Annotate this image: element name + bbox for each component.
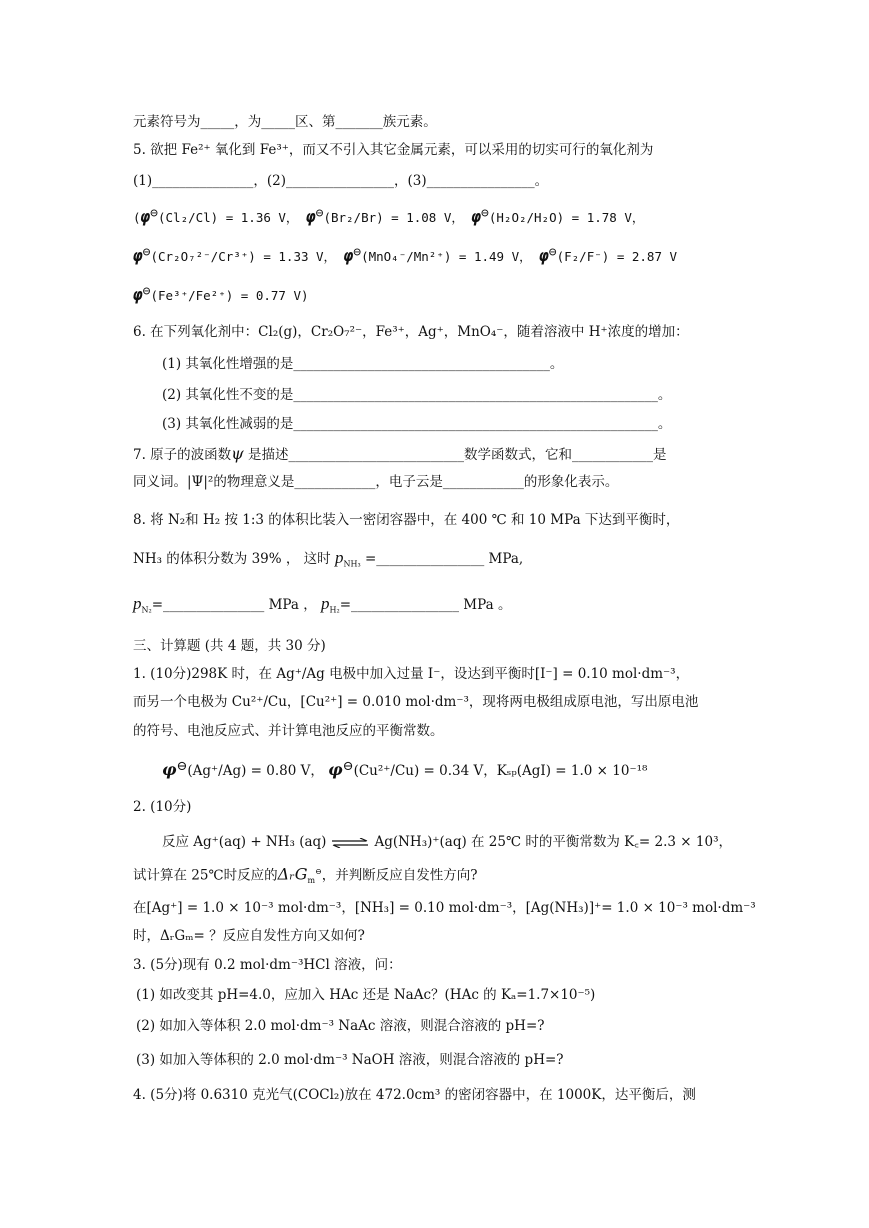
q4-tail-line: 元素符号为_____，为_____区、第_______族元素。 <box>133 114 437 130</box>
calc4-line1: 4. (5分)将 0.6310 克光气(COCl₂)放在 472.0cm³ 的密闭容器中，在 1000K，达平衡后，测 <box>133 1087 696 1103</box>
q5-potentials-row1: (φ⊖(Cl₂/Cl) = 1.36 V， φ⊖(Br₂/Br) = 1.08 V， φ⊖(H₂O₂/H₂O) = 1.78 V， <box>133 206 645 226</box>
calc1-line3: 的符号、电池反应式、并计算电池反应的平衡常数。 <box>133 723 444 739</box>
calc2-heading: 2. (10分) <box>133 799 192 815</box>
q7-line2: 同义词。|Ψ|²的物理意义是____________，电子云是____________的形象化表示。 <box>133 474 619 490</box>
q5-potentials-row2: φ⊖(Cr₂O₇²⁻/Cr³⁺) = 1.33 V， φ⊖(MnO₄⁻/Mn²⁺) = 1.49 V， φ⊖(F₂/F⁻) = 2.87 V <box>133 245 678 265</box>
calc3-part3: (3) 如加入等体积的 2.0 mol·dm⁻³ NaOH 溶液，则混合溶液的 pH=? <box>136 1052 564 1068</box>
equilibrium-arrows-icon <box>330 838 370 848</box>
q6-text: 6. 在下列氧化剂中：Cl₂(g)，Cr₂O₇²⁻，Fe³⁺，Ag⁺，MnO₄⁻，随着溶液中 H⁺浓度的增加： <box>133 324 689 340</box>
calc2-conditions: 在[Ag⁺] = 1.0 × 10⁻³ mol·dm⁻³，[NH₃] = 0.10 mol·dm⁻³，[Ag(NH₃)]⁺= 1.0 × 10⁻³ mol·dm⁻³ <box>133 900 756 916</box>
q7-line1: 7. 原子的波函数ψ 是描述__________________________数学函数式，它和____________是 <box>133 444 667 463</box>
q8-line3: $p_{N_2}=\_\_\_\_\_\_\_\_\_\_\_\_\_\_\_$ MPa ， $p_{H_2}=\_\_\_\_\_\_\_\_\_\_\_\_\_\_\_\_$ MPa 。 <box>133 594 512 615</box>
calc1-line2: 而另一个电极为 Cu²⁺/Cu，[Cu²⁺] = 0.010 mol·dm⁻³，现将两电极组成原电池，写出原电池 <box>133 694 699 710</box>
q8-line1: 8. 将 N₂和 H₂ 按 1:3 的体积比装入一密闭容器中，在 400 ℃ 和 10 MPa 下达到平衡时， <box>133 512 680 528</box>
calc3-part2: (2) 如加入等体积 2.0 mol·dm⁻³ NaAc 溶液，则混合溶液的 pH=? <box>136 1018 545 1034</box>
theta-symbol: ⊖ <box>150 206 158 221</box>
q5-potentials-row3: φ⊖(Fe³⁺/Fe²⁺) = 0.77 V) <box>133 284 309 304</box>
calc1-line1: 1. (10分)298K 时，在 Ag⁺/Ag 电极中加入过量 I⁻，设达到平衡时[I⁻] = 0.10 mol·dm⁻³， <box>133 666 690 682</box>
p-h2: p <box>321 594 330 613</box>
q6-option-3: (3) 其氧化性减弱的是______________________________________________________。 <box>162 416 672 432</box>
calc3-part1: (1) 如改变其 pH=4.0，应加入 HAc 还是 NaAc？(HAc 的 Kₐ=1.7×10⁻⁵) <box>136 987 596 1003</box>
calc1-data: φ⊖(Ag⁺/Ag) = 0.80 V， φ⊖(Cu²⁺/Cu) = 0.34 V，Kₛₚ(AgI) = 1.0 × 10⁻¹⁸ <box>162 759 648 779</box>
q6-option-2: (2) 其氧化性不变的是______________________________________________________。 <box>162 387 672 403</box>
p-nh3: p <box>334 548 344 567</box>
calc2-question: 试计算在 25℃时反应的ΔᵣG$_m$⊖，并判断反应自发性方向? <box>133 864 478 886</box>
q5-blanks: (1)_______________，(2)________________，(3)________________。 <box>133 173 549 189</box>
p-n2: p <box>133 594 142 613</box>
q8-line2: NH₃ 的体积分数为 39% ， 这时 $p_{NH_3}$ =________________ MPa, <box>133 548 524 569</box>
calc2-followup: 时，ΔᵣGₘ= ？反应自发性方向又如何? <box>133 928 365 944</box>
calc2-reaction: 反应 Ag⁺(aq) + NH₃ (aq) Ag(NH₃)⁺(aq) 在 25℃ 时的平衡常数为 K꜀= 2.3 × 10³， <box>162 834 732 850</box>
section-3-heading: 三、计算题 (共 4 题，共 30 分) <box>133 638 326 654</box>
calc3-heading: 3. (5分)现有 0.2 mol·dm⁻³HCl 溶液，问： <box>133 957 402 973</box>
q5-text: 5. 欲把 Fe²⁺ 氧化到 Fe³⁺，而又不引入其它金属元素，可以采用的切实可行的氧化剂为 <box>133 142 654 158</box>
phi-symbol: φ <box>140 207 151 226</box>
q6-option-1: (1) 其氧化性增强的是______________________________________。 <box>162 356 564 372</box>
